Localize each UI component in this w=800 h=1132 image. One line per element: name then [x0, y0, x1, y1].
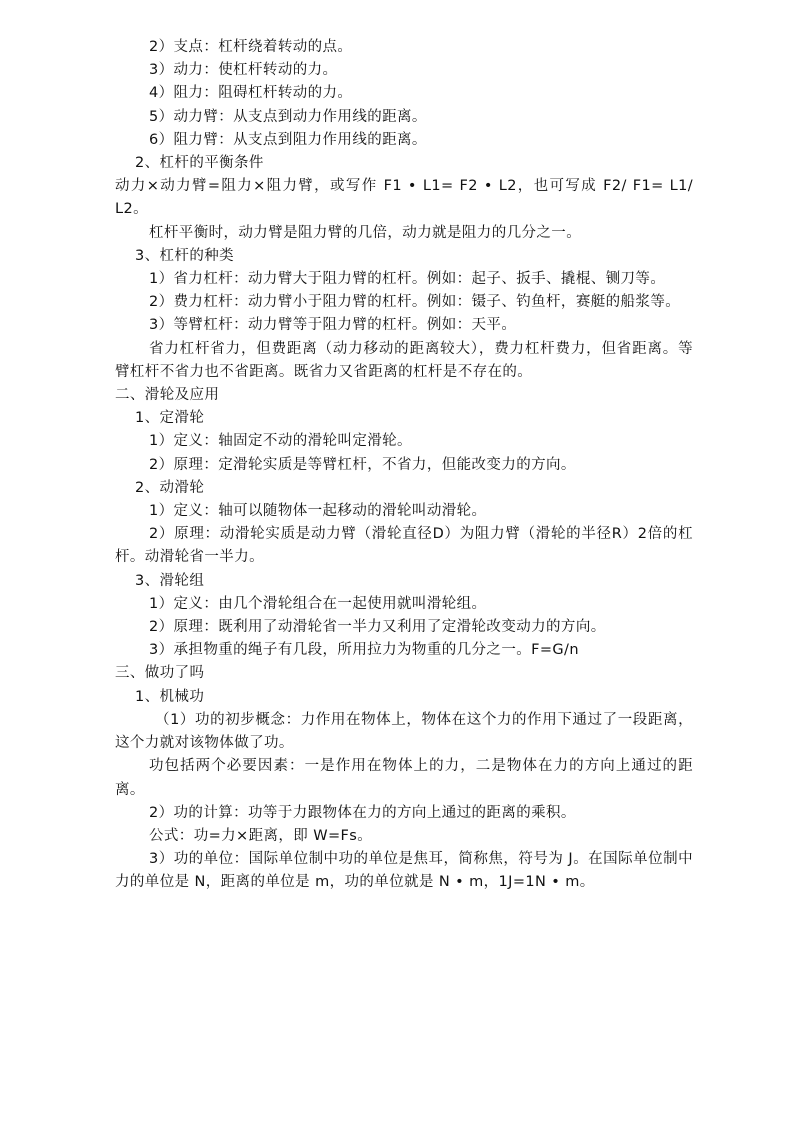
section-heading: 二、滑轮及应用 — [115, 387, 220, 404]
paragraph: 1）省力杠杆：动力臂大于阻力臂的杠杆。例如：起子、扳手、撬棍、铡刀等。 — [149, 271, 666, 288]
section-heading: 三、做功了吗 — [115, 665, 205, 682]
text-line: 1）定义：由几个滑轮组合在一起使用就叫滑轮组。 — [149, 595, 487, 612]
text-line: 1）定义：轴可以随物体一起移动的滑轮叫动滑轮。 — [149, 503, 487, 520]
subheading: 2、杠杆的平衡条件 — [135, 155, 264, 172]
subheading: 2、动滑轮 — [135, 479, 205, 496]
paragraph: 2）费力杠杆：动力臂小于阻力臂的杠杆。例如：镊子、钓鱼杆，赛艇的船浆等。 — [149, 294, 681, 311]
text-line: 公式：功=力×距离，即 W=Fs。 — [149, 827, 373, 844]
subheading: 3、滑轮组 — [135, 572, 205, 589]
subheading: 1、机械功 — [135, 688, 205, 705]
text-line: 3）等臂杠杆：动力臂等于阻力臂的杠杆。例如：天平。 — [149, 317, 517, 334]
text-line: 2）功的计算：功等于力跟物体在力的方向上通过的距离的乘积。 — [149, 804, 576, 821]
paragraph: 3）功的单位：国际单位制中功的单位是焦耳，简称焦，符号为 J。在国际单位制中力的单位是 N，距离的单位是 m，功的单位就是 N • m，1J=1N • m。 — [115, 851, 693, 891]
subheading: 1、定滑轮 — [135, 410, 205, 427]
paragraph: 动力×动力臂=阻力×阻力臂，或写作 F1 • L1= F2 • L2，也可写成 F2/ F1= L1/ L2。 — [115, 178, 693, 218]
subheading: 3、杠杆的种类 — [135, 247, 235, 264]
text-line: 6）阻力臂：从支点到阻力作用线的距离。 — [149, 131, 427, 148]
text-line: 2）原理：定滑轮实质是等臂杠杆，不省力，但能改变力的方向。 — [149, 456, 576, 473]
text-line: 3）承担物重的绳子有几段，所用拉力为物重的几分之一。F=G/n — [149, 642, 579, 659]
text-line: 杠杆平衡时，动力臂是阻力臂的几倍，动力就是阻力的几分之一。 — [149, 224, 582, 241]
text-line: 2）支点：杠杆绕着转动的点。 — [149, 39, 353, 55]
paragraph: （1）功的初步概念：力作用在物体上，物体在这个力的作用下通过了一段距离，这个力就对该物体做了功。 — [115, 711, 693, 752]
paragraph: 2）原理：动滑轮实质是动力臂（滑轮直径D）为阻力臂（滑轮的半径R）2倍的杠杆。动滑轮省一半力。 — [115, 526, 693, 566]
text-line: 3）动力：使杠杆转动的力。 — [149, 62, 338, 79]
paragraph: 功包括两个必要因素：一是作用在物体上的力，二是物体在力的方向上通过的距离。 — [115, 758, 693, 798]
text-line: 1）定义：轴固定不动的滑轮叫定滑轮。 — [149, 433, 412, 450]
text-line: 5）动力臂：从支点到动力作用线的距离。 — [149, 108, 427, 125]
text-line: 2）原理：既利用了动滑轮省一半力又利用了定滑轮改变动力的方向。 — [149, 619, 606, 636]
document-body — [115, 36, 693, 895]
text-line: 4）阻力：阻碍杠杆转动的力。 — [149, 85, 353, 102]
paragraph: 省力杠杆省力，但费距离（动力移动的距离较大），费力杠杆费力，但省距离。等臂杠杆不省力也不省距离。既省力又省距离的杠杆是不存在的。 — [115, 340, 693, 380]
